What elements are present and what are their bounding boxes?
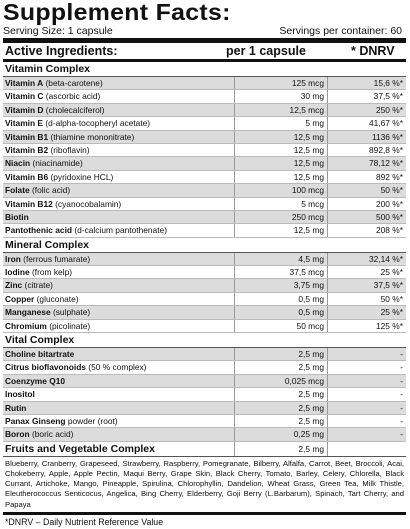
nutrient-name [3, 131, 234, 143]
fruits-dv [327, 442, 406, 456]
nutrient-name [3, 428, 234, 440]
nutrient-amount: 0,025 mcg [234, 375, 327, 387]
nutrient-row [3, 402, 406, 415]
nutrient-amount: 0,5 mg [234, 293, 327, 305]
nutrient-dnrv: 250 %* [327, 104, 406, 116]
panel-title: Supplement Facts: [3, 0, 231, 25]
nutrient-name-bold: Pantothenic acid [5, 225, 73, 236]
nutrient-amount: 2,5 mg [234, 415, 327, 427]
nutrient-name [3, 266, 234, 278]
nutrient-name [3, 117, 234, 129]
nutrient-row [3, 117, 406, 130]
nutrient-source: (beta-carotene) [43, 78, 103, 88]
nutrient-amount: 125 mcg [234, 77, 327, 89]
nutrient-name [3, 224, 234, 236]
nutrient-source: (picolinate) [46, 320, 91, 331]
nutrient-row [3, 104, 406, 117]
nutrient-name [3, 293, 234, 305]
nutrient-source: (niacinamide) [30, 158, 83, 169]
nutrient-name-bold: Vitamin B12 [5, 198, 53, 209]
nutrient-amount: 2,5 mg [234, 402, 327, 414]
header-ingredients: Active Ingredients: [5, 44, 118, 58]
nutrient-name-bold: Inositol [5, 389, 35, 400]
nutrient-name-bold: Biotin [5, 211, 29, 222]
nutrient-row [3, 90, 406, 103]
nutrient-row [3, 361, 406, 374]
nutrient-row [3, 320, 406, 333]
nutrient-dnrv: 1136 %* [327, 131, 406, 143]
nutrient-row [3, 293, 406, 306]
nutrient-name [3, 320, 234, 332]
nutrient-row [3, 266, 406, 279]
nutrient-name [3, 388, 234, 400]
nutrient-dnrv: 200 %* [327, 198, 406, 210]
nutrient-amount: 2,5 mg [234, 361, 327, 373]
nutrient-amount: 12,5 mg [234, 144, 327, 156]
nutrient-name [3, 253, 234, 265]
nutrient-dnrv: 892,8 %* [327, 144, 406, 156]
fruits-row [3, 442, 406, 457]
nutrient-source: (from kelp) [29, 267, 73, 278]
nutrient-row [3, 131, 406, 144]
nutrient-row [3, 171, 406, 184]
nutrient-dnrv: 15,6 %* [327, 77, 406, 89]
nutrient-name-bold: Iodine [5, 267, 30, 278]
nutrient-row [3, 375, 406, 388]
nutrient-dnrv: 50 %* [327, 293, 406, 305]
nutrient-dnrv: - [327, 388, 406, 400]
nutrient-dnrv: - [327, 428, 406, 440]
nutrient-row [3, 198, 406, 211]
nutrient-source: powder (root) [65, 415, 118, 426]
nutrient-amount: 250 mcg [234, 211, 327, 223]
nutrient-dnrv: 37,5 %* [327, 279, 406, 291]
nutrient-name [3, 211, 234, 223]
column-header [3, 43, 406, 59]
nutrient-row [3, 184, 406, 197]
servings-per-container: Servings per container: 60 [279, 25, 402, 37]
section-header: Mineral Complex [3, 238, 406, 253]
nutrient-source: (cyanocobalamin) [52, 198, 122, 209]
fruit-list: Blueberry, Cranberry, Grapeseed, Strawberry, Raspberry, Pomegranate, Bilberry, Alfalfa, Carrot, Beet, Broccoli, Acai, Chokeberry, Apple, Apple Pectin, Maqui Berry, Grape Skin, Black Cherry, Tomato, Barley, Celery, Chlorella, Black Currant, Artichoke, Mango, Pineapple, Spirulina, Chlorophyllin, Dandelion, Wheat Grass, Green Tea, Milk Thistle, Eleutherococcus Senticocus, Angelica, Bing Cherry, Elderberry, Goji Berry (L.Barbarum), Spinach, Tart Cherry, and Papaya [5, 458, 404, 509]
nutrient-row [3, 211, 406, 224]
header-per-capsule: per 1 capsule [226, 44, 306, 58]
nutrient-name-bold: Vitamin B2 [5, 144, 49, 155]
nutrient-name [3, 104, 234, 116]
nutrient-name [3, 184, 234, 196]
nutrient-row [3, 279, 406, 292]
nutrient-row [3, 348, 406, 361]
nutrient-name-bold: Chromium [5, 320, 47, 331]
nutrient-name-bold: Vitamin B1 [5, 131, 49, 142]
nutrient-row [3, 306, 406, 319]
nutrient-dnrv: 208 %* [327, 224, 406, 236]
nutrient-dnrv: 50 %* [327, 184, 406, 196]
footnote: *DNRV – Daily Nutrient Reference Value [5, 516, 164, 527]
nutrient-amount: 0,25 mg [234, 428, 327, 440]
nutrient-row [3, 415, 406, 428]
header-dnrv: * DNRV [351, 44, 395, 58]
nutrient-dnrv: 37,5 %* [327, 90, 406, 102]
nutrient-dnrv: 41,67 %* [327, 117, 406, 129]
nutrient-amount: 4,5 mg [234, 253, 327, 265]
nutrient-amount: 5 mg [234, 117, 327, 129]
nutrient-name [3, 361, 234, 373]
nutrient-amount: 2,5 mg [234, 388, 327, 400]
nutrient-dnrv: 78,12 %* [327, 157, 406, 169]
nutrient-dnrv: - [327, 402, 406, 414]
nutrient-name-bold: Vitamin B6 [5, 171, 49, 182]
nutrient-name [3, 90, 234, 102]
nutrient-source: (sulphate) [50, 307, 91, 318]
nutrient-amount: 12,5 mg [234, 224, 327, 236]
section-header: Vitamin Complex [3, 62, 406, 77]
nutrient-name [3, 375, 234, 387]
nutrient-row [3, 157, 406, 170]
nutrient-amount: 12,5 mg [234, 157, 327, 169]
nutrient-dnrv: 25 %* [327, 266, 406, 278]
nutrient-amount: 30 mg [234, 90, 327, 102]
nutrient-row [3, 388, 406, 401]
nutrient-name-bold: Boron [5, 429, 30, 440]
nutrient-name-bold: Zinc [5, 280, 23, 291]
nutrient-dnrv: 25 %* [327, 306, 406, 318]
nutrient-source: (pyridoxine HCL) [48, 171, 114, 182]
nutrient-name-bold: Rutin [5, 402, 27, 413]
nutrient-dnrv: - [327, 375, 406, 387]
nutrient-amount: 2,5 mg [234, 348, 327, 360]
nutrient-name [3, 415, 234, 427]
nutrient-dnrv: 125 %* [327, 320, 406, 332]
nutrient-row [3, 77, 406, 90]
nutrient-amount: 12,5 mcg [234, 104, 327, 116]
nutrient-amount: 5 mcg [234, 198, 327, 210]
serving-info [3, 24, 406, 38]
nutrient-source: (citrate) [22, 280, 53, 291]
nutrient-name-bold: Vitamin D [5, 104, 44, 115]
nutrient-source: (thiamine mononitrate) [48, 131, 135, 142]
nutrient-source: (d-alpha-tocopheryl acetate) [43, 118, 151, 129]
nutrient-row [3, 428, 406, 441]
nutrient-row [3, 144, 406, 157]
nutrient-dnrv: 500 %* [327, 211, 406, 223]
nutrient-name [3, 198, 234, 210]
nutrient-source: (ascorbic acid) [43, 91, 101, 102]
nutrient-name-bold: Citrus bioflavonoids [5, 362, 86, 373]
nutrient-source: (50 % complex) [85, 362, 147, 373]
nutrient-row [3, 253, 406, 266]
nutrient-name-bold: Manganese [5, 307, 51, 318]
nutrient-amount: 37,5 mcg [234, 266, 327, 278]
nutrient-name-bold: Vitamin A [5, 78, 44, 88]
fruits-amount: 2,5 mg [234, 442, 327, 456]
nutrient-source: (gluconate) [34, 293, 79, 304]
nutrient-dnrv: 892 %* [327, 171, 406, 183]
nutrient-name-bold: Folate [5, 185, 30, 196]
nutrient-name [3, 171, 234, 183]
fruits-name: Fruits and Vegetable Complex [5, 442, 155, 455]
section-header: Vital Complex [3, 333, 406, 348]
nutrient-name [3, 157, 234, 169]
nutrient-name [3, 306, 234, 318]
nutrient-name [3, 279, 234, 291]
nutrient-source: (folic acid) [29, 185, 71, 196]
nutrient-name-bold: Vitamin C [5, 91, 44, 102]
nutrient-name [3, 402, 234, 414]
nutrient-name [3, 77, 234, 89]
nutrient-name-bold: Vitamin E [5, 118, 44, 129]
nutrient-amount: 0,5 mg [234, 306, 327, 318]
nutrient-dnrv: 32,14 %* [327, 253, 406, 265]
nutrient-amount: 12,5 mg [234, 131, 327, 143]
nutrient-amount: 50 mcg [234, 320, 327, 332]
supplement-facts-panel [3, 1, 406, 529]
nutrient-name [3, 348, 234, 360]
nutrient-source: (boric acid) [29, 429, 74, 440]
nutrient-name-bold: Choline bitartrate [5, 349, 75, 360]
nutrient-source: (d-calcium pantothenate) [72, 225, 167, 236]
nutrient-dnrv: - [327, 415, 406, 427]
nutrient-source: (riboflavin) [48, 144, 90, 155]
nutrient-name-bold: Niacin [5, 158, 31, 169]
nutrient-name [3, 144, 234, 156]
nutrient-name-bold: Copper [5, 293, 35, 304]
nutrient-amount: 3,75 mg [234, 279, 327, 291]
nutrient-amount: 100 mcg [234, 184, 327, 196]
nutrient-source: (ferrous fumarate) [20, 253, 91, 264]
nutrient-source: (cholecalciferol) [43, 104, 105, 115]
sections [3, 62, 406, 442]
nutrient-name-bold: Iron [5, 253, 21, 264]
nutrient-dnrv: - [327, 361, 406, 373]
nutrient-name-bold: Coenzyme Q10 [5, 375, 66, 386]
nutrient-row [3, 224, 406, 237]
serving-size: Serving Size: 1 capsule [3, 25, 113, 37]
nutrient-dnrv: - [327, 348, 406, 360]
nutrient-name-bold: Panax Ginseng [5, 415, 66, 426]
nutrient-amount: 12,5 mg [234, 171, 327, 183]
